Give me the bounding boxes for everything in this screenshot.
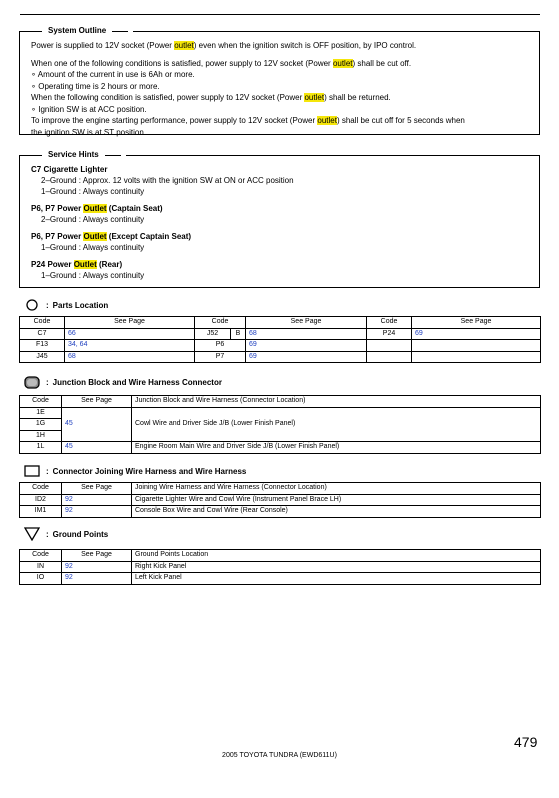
rounded-rectangle-icon <box>24 375 40 389</box>
hint-title-p6-p7-captain: P6, P7 Power Outlet (Captain Seat) <box>31 204 163 213</box>
junction-block-table <box>19 395 541 454</box>
table-row: IM1 92 Console Box Wire and Cowl Wire (Rear Console) <box>20 506 541 518</box>
outline-paragraph-2: When one of the following conditions is satisfied, power supply to 12V socket (Power outlet) shall be cut off. <box>31 58 412 68</box>
table-row: C7 66 J52 B 68 P24 69 <box>20 328 541 340</box>
connector-joining-table <box>19 482 541 518</box>
ground-points-heading: : Ground Points <box>24 527 108 541</box>
table-row: 1G <box>20 419 541 431</box>
hint-title-p24: P24 Power Outlet (Rear) <box>31 260 123 269</box>
hint-line: 1–Ground : Always continuity <box>41 271 145 280</box>
outline-bullet-2: ∘ Operating time is 2 hours or more. <box>31 81 160 91</box>
table-row: 1L 45 Engine Room Main Wire and Driver Side J/B (Lower Finish Panel) <box>20 442 541 454</box>
system-outline-box <box>19 26 540 137</box>
table-row: 1E 45 Cowl Wire and Driver Side J/B (Lower Finish Panel) <box>20 407 541 419</box>
parts-location-table <box>19 316 541 363</box>
triangle-down-icon <box>24 527 40 541</box>
rectangle-icon <box>24 464 40 478</box>
hint-title-c7: C7 Cigarette Lighter <box>31 165 108 174</box>
table-header-row: Code See Page Joining Wire Harness and Wire Harness (Connector Location) <box>20 483 541 495</box>
table-row: IN 92 Right Kick Panel <box>20 561 541 573</box>
table-header-row: Code See Page Junction Block and Wire Harness (Connector Location) <box>20 396 541 408</box>
table-header-row: Code See Page Code See Page Code See Page <box>20 317 541 329</box>
table-row: 1H <box>20 430 541 442</box>
outline-paragraph-4: To improve the engine starting performance, power supply to 12V socket (Power outlet) shall be cut off for 5 seconds when <box>31 116 465 125</box>
hint-title-p6-p7-except: P6, P7 Power Outlet (Except Captain Seat) <box>31 232 192 241</box>
outline-bullet-3: ∘ Ignition SW is at ACC position. <box>31 104 147 114</box>
hint-line: 1–Ground : Always continuity <box>41 187 145 196</box>
outline-bullet-1: ∘ Amount of the current in use is 6Ah or more. <box>31 70 195 79</box>
page-number: 479 <box>514 734 538 750</box>
hint-line: 1–Ground : Always continuity <box>41 243 145 252</box>
table-row: ID2 92 Cigarette Lighter Wire and Cowl Wire (Instrument Panel Brace LH) <box>20 494 541 506</box>
system-outline-title: System Outline <box>30 25 133 37</box>
outline-paragraph-4-line2: the ignition SW is at ST position. <box>31 127 147 137</box>
service-hints-box <box>19 150 540 288</box>
system-outline-body <box>31 40 536 138</box>
junction-block-heading: : Junction Block and Wire Harness Connector <box>24 375 222 389</box>
hint-line: 2–Ground : Always continuity <box>41 215 145 224</box>
table-header-row: Code See Page Ground Points Location <box>20 550 541 562</box>
service-hints-title: Service Hints <box>30 149 126 161</box>
top-rule <box>20 14 540 15</box>
parts-location-heading: : Parts Location <box>24 298 108 312</box>
hint-line: 2–Ground : Approx. 12 volts with the ignition SW at ON or ACC position <box>41 176 294 185</box>
service-hints-body <box>31 164 536 281</box>
ground-points-table <box>19 549 541 585</box>
connector-joining-heading: : Connector Joining Wire Harness and Wire Harness <box>24 464 246 478</box>
circle-icon <box>24 298 40 312</box>
page-footer: 2005 TOYOTA TUNDRA (EWD611U) <box>222 752 337 759</box>
table-row: IO 92 Left Kick Panel <box>20 573 541 585</box>
outline-paragraph-1: Power is supplied to 12V socket (Power outlet) even when the ignition switch is OFF position, by IPO control. <box>31 41 417 50</box>
table-row: F13 34, 64 P6 69 <box>20 340 541 352</box>
table-row: J45 68 P7 69 <box>20 351 541 363</box>
outline-paragraph-3: When the following condition is satisfied, power supply to 12V socket (Power outlet) shall be returned. <box>31 93 391 102</box>
